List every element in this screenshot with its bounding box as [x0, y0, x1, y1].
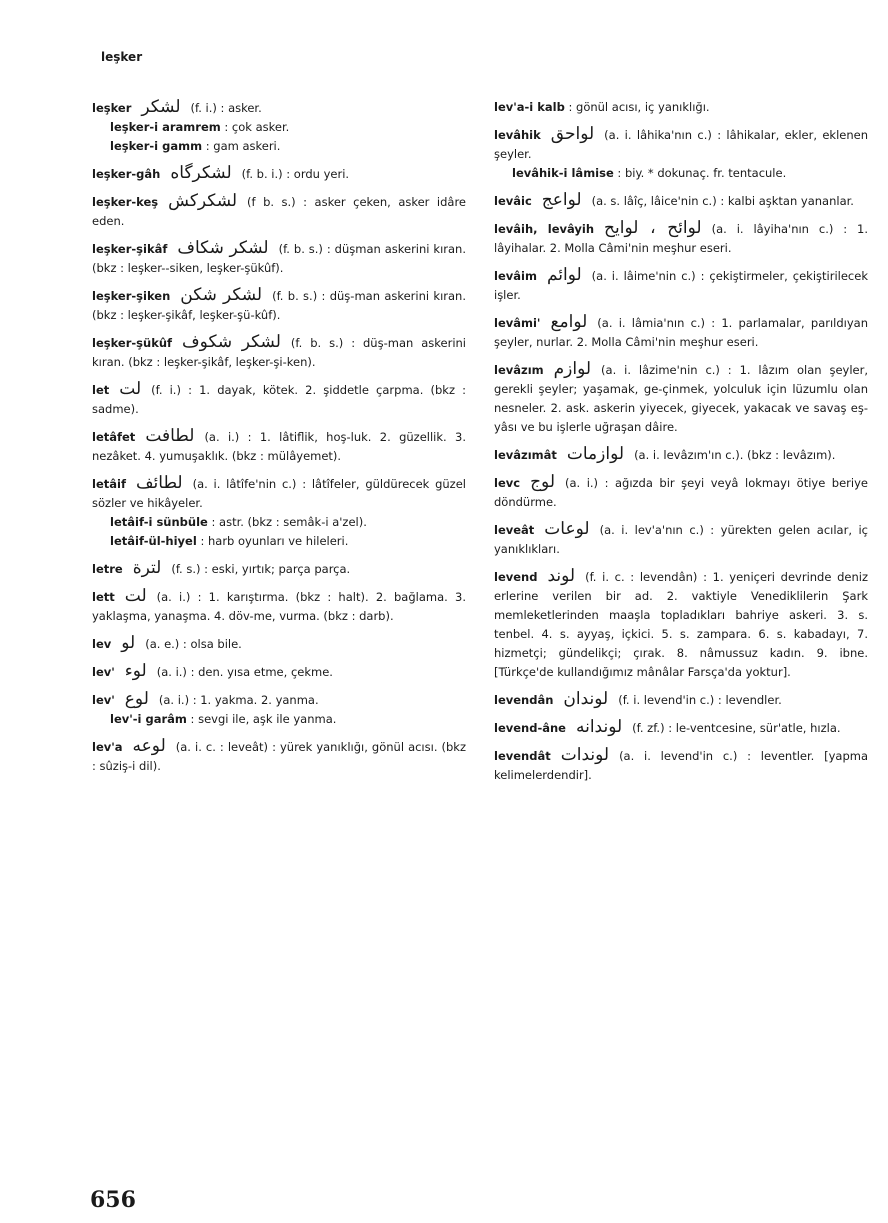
- entry-arabic-script: لوائح ، لوايح: [604, 218, 702, 238]
- dictionary-entry: [494, 520, 868, 559]
- entry-definition: (a. i.) : ağızda bir şeyi veyâ lokmayı ötiye beriye döndürme.: [494, 476, 868, 509]
- dictionary-entry: [92, 737, 466, 776]
- dictionary-entry: [92, 192, 466, 231]
- sub-entry-headword: letâif-ül-hiyel: [110, 534, 197, 548]
- sub-entry-headword: levâhik-i lâmise: [512, 166, 614, 180]
- entry-arabic-script: لوائم: [546, 265, 582, 285]
- entry-definition: (f. i.) : asker.: [190, 101, 262, 115]
- left-column: [92, 98, 466, 784]
- entry-definition: (a. i. lâtîfe'nin c.) : lâtîfeler, güldürecek güzel sözler ve hikâyeler.: [92, 477, 466, 510]
- entry-arabic-script: لوندانه: [575, 717, 623, 737]
- entry-definition: (a. i. lev'a'nın c.) : yürekten gelen acılar, iç yanıklıkları.: [494, 523, 868, 556]
- entry-headword: lett: [92, 590, 115, 604]
- entry-arabic-script: لوندات: [560, 745, 610, 765]
- sub-entry: [92, 513, 466, 532]
- sub-entry: [494, 164, 868, 183]
- sub-entry: [92, 532, 466, 551]
- right-column: [494, 98, 868, 793]
- sub-entry-definition: : sevgi ile, aşk ile yanma.: [190, 712, 337, 726]
- entry-definition: (f. b. s.) : düş-man askerini kıran. (bkz : leşker-şikâf, leşker-şü-kûf).: [92, 289, 466, 322]
- entry-definition: (a. i. lâime'nin c.) : çekiştirmeler, çekiştirilecek işler.: [494, 269, 868, 302]
- entry-arabic-script: لطافت: [145, 426, 195, 446]
- sub-entry-definition: : gam askeri.: [205, 139, 281, 153]
- entry-arabic-script: لوامع: [550, 312, 588, 332]
- dictionary-entry: [494, 473, 868, 512]
- sub-entry-headword: leşker-i aramrem: [110, 120, 221, 134]
- entry-headword: levend-âne: [494, 721, 566, 735]
- entry-headword: lev'a-i kalb: [494, 100, 565, 114]
- sub-entry-definition: : çok asker.: [224, 120, 290, 134]
- entry-headword: leşker-şükûf: [92, 336, 173, 350]
- entry-arabic-script: لو: [121, 633, 136, 653]
- entry-definition: (a. e.) : olsa bile.: [145, 637, 242, 651]
- entry-definition: (a. i. levend'in c.) : leventler. [yapma kelimelerdendir].: [494, 749, 868, 782]
- entry-arabic-script: لطائف: [135, 473, 183, 493]
- dictionary-entry: [92, 474, 466, 551]
- entry-headword: leşker-keş: [92, 195, 159, 209]
- entry-arabic-script: لشكركش: [168, 191, 238, 211]
- entry-headword: letâfet: [92, 430, 136, 444]
- dictionary-entry: [92, 286, 466, 325]
- entry-arabic-script: لواحق: [550, 124, 595, 144]
- entry-arabic-script: لوع: [124, 689, 149, 709]
- dictionary-entry: [494, 690, 868, 710]
- entry-headword: levendân: [494, 693, 554, 707]
- sub-entry: [92, 118, 466, 137]
- entry-arabic-script: لوء: [124, 661, 147, 681]
- entry-headword: levâic: [494, 194, 532, 208]
- sub-entry-definition: : astr. (bkz : semâk-i a'zel).: [211, 515, 367, 529]
- dictionary-entry: [92, 690, 466, 729]
- dictionary-entry: [92, 559, 466, 579]
- entry-headword: levâhik: [494, 128, 541, 142]
- entry-headword: levâim: [494, 269, 537, 283]
- entry-arabic-script: لشكرگاه: [170, 163, 232, 183]
- dictionary-entry: [494, 191, 868, 211]
- entry-definition: (a. i.) : 1. yakma. 2. yanma.: [158, 693, 319, 707]
- entry-definition: (a. i.) : den. yısa etme, çekme.: [156, 665, 333, 679]
- dictionary-entry: [494, 125, 868, 183]
- entry-headword: levc: [494, 476, 521, 490]
- dictionary-entry: [494, 360, 868, 437]
- sub-entry: [92, 710, 466, 729]
- entry-headword: leşker-şiken: [92, 289, 171, 303]
- dictionary-entry: [92, 239, 466, 278]
- dictionary-entry: [92, 164, 466, 184]
- entry-arabic-script: لشكر شكاف: [177, 238, 269, 258]
- entry-arabic-script: لوج: [530, 472, 555, 492]
- entry-definition: (a. i.) : 1. karıştırma. (bkz : halt). 2. bağlama. 3. yaklaşma, yanaşma. 4. döv-me, vurma. (bkz : darb).: [92, 590, 466, 623]
- dictionary-entry: [92, 634, 466, 654]
- entry-arabic-script: لشكر شكوف: [182, 332, 281, 352]
- entry-definition: (a. i. lâhika'nın c.) : lâhikalar, ekler, eklenen şeyler.: [494, 128, 868, 161]
- entry-arabic-script: لوعه: [132, 736, 166, 756]
- entry-definition: : gönül acısı, iç yanıklığı.: [568, 100, 710, 114]
- entry-headword: levâzım: [494, 363, 544, 377]
- entry-headword: leşker-gâh: [92, 167, 161, 181]
- entry-definition: (a. i. levâzım'ın c.). (bkz : levâzım).: [634, 448, 836, 462]
- sub-entry-definition: : biy. * dokunaç. fr. tentacule.: [617, 166, 787, 180]
- entry-definition: (a. i. lâzime'nin c.) : 1. lâzım olan şeyler, gerekli şeyler; yaşamak, ge-çinmek, yolculuk için lüzumlu olan nesneler. 2. ask. askerin yiyecek, giyecek, yakacak ve savaş eş-yâsı ve bu işlerle uğraşan dâire.: [494, 363, 868, 434]
- sub-entry-headword: leşker-i gamm: [110, 139, 203, 153]
- entry-definition: (f. b. s.) : düşman askerini kıran. (bkz : leşker--siken, leşker-şükûf).: [92, 242, 466, 275]
- entry-headword: lev: [92, 637, 112, 651]
- entry-arabic-script: لوازم: [553, 359, 592, 379]
- entry-arabic-script: لشكر شكن: [180, 285, 263, 305]
- entry-definition: (f. s.) : eski, yırtık; parça parça.: [171, 562, 351, 576]
- entry-definition: (a. i.) : 1. lâtiflik, hoş-luk. 2. güzellik. 3. nezâket. 4. yumuşaklık. (bkz : mülâyemet).: [92, 430, 466, 463]
- entry-definition: (a. s. lâîç, lâice'nin c.) : kalbi aşktan yananlar.: [591, 194, 854, 208]
- entry-definition: (f. b. s.) : düş-man askerini kıran. (bkz : leşker-şikâf, leşker-şi-ken).: [92, 336, 466, 369]
- entry-headword: lev': [92, 693, 115, 707]
- entry-headword: leşker-şikâf: [92, 242, 168, 256]
- page-number: 656: [90, 1187, 136, 1213]
- entry-definition: (a. i. c. : leveât) : yürek yanıklığı, gönül acısı. (bkz : sûziş-i dil).: [92, 740, 466, 773]
- entry-arabic-script: لواعج: [541, 190, 582, 210]
- dictionary-entry: [92, 427, 466, 466]
- entry-arabic-script: لشكر: [141, 97, 181, 117]
- dictionary-entry: [92, 587, 466, 626]
- entry-arabic-script: لوعات: [544, 519, 590, 539]
- entry-headword: levâmi': [494, 316, 541, 330]
- entry-arabic-script: لت: [124, 586, 147, 606]
- dictionary-entry: [494, 219, 868, 258]
- entry-definition: (a. i. lâmia'nın c.) : 1. parlamalar, parıldıyan şeyler, nurlar. 2. Molla Câmi'nin meşhur eseri.: [494, 316, 868, 349]
- entry-headword: levâzımât: [494, 448, 557, 462]
- entry-arabic-script: لترة: [132, 558, 162, 578]
- sub-entry: [92, 137, 466, 156]
- entry-headword: leşker: [92, 101, 132, 115]
- entry-definition: (f. i. levend'in c.) : levendler.: [618, 693, 782, 707]
- sub-entry-definition: : harb oyunları ve hileleri.: [200, 534, 349, 548]
- entry-definition: (f. i. c. : levendân) : 1. yeniçeri devrinde deniz erlerine verilen bir ad. 2. vaktiyle Venediklilerin Şark memleketlerinden maaşla topladıkları bahriye askeri. 3. s. tenbel. 4. s. ayyaş, içkici. 5. s. zampara. 6. s. kabadayı, 7. hizmetçi; gündelikçi; çırak. 8. nâmussuz kadın. 9. ibne. [Türkçe'de kullandığımız mânâlar Farsça'da yoktur].: [494, 570, 868, 679]
- dictionary-entry: [494, 567, 868, 682]
- running-head: leşker: [101, 50, 143, 64]
- entry-headword: levend: [494, 570, 538, 584]
- entry-headword: lev'a: [92, 740, 123, 754]
- entry-headword: leveât: [494, 523, 535, 537]
- dictionary-entry: [494, 98, 868, 117]
- entry-headword: lev': [92, 665, 115, 679]
- sub-entry-headword: letâif-i sünbüle: [110, 515, 208, 529]
- entry-definition: (f. b. i.) : ordu yeri.: [241, 167, 350, 181]
- entry-definition: (f b. s.) : asker çeken, asker idâre eden.: [92, 195, 466, 228]
- entry-headword: let: [92, 383, 110, 397]
- dictionary-entry: [92, 333, 466, 372]
- dictionary-entry: [92, 380, 466, 419]
- entry-definition: (f. zf.) : le-ventcesine, sür'atle, hızla.: [632, 721, 841, 735]
- dictionary-entry: [494, 313, 868, 352]
- dictionary-entry: [494, 445, 868, 465]
- dictionary-entry: [92, 662, 466, 682]
- dictionary-entry: [494, 266, 868, 305]
- dictionary-entry: [494, 718, 868, 738]
- entry-arabic-script: لوندان: [563, 689, 609, 709]
- dictionary-entry: [92, 98, 466, 156]
- entry-arabic-script: لوند: [547, 566, 576, 586]
- entry-arabic-script: لوازمات: [566, 444, 625, 464]
- entry-definition: (a. i. lâyiha'nın c.) : 1. lâyihalar. 2. Molla Câmi'nin meşhur eseri.: [494, 222, 868, 255]
- entry-arabic-script: لت: [119, 379, 142, 399]
- entry-headword: letre: [92, 562, 123, 576]
- dictionary-entry: [494, 746, 868, 785]
- entry-definition: (f. i.) : 1. dayak, kötek. 2. şiddetle çarpma. (bkz : sadme).: [92, 383, 466, 416]
- sub-entry-headword: lev'-i garâm: [110, 712, 187, 726]
- entry-headword: letâif: [92, 477, 126, 491]
- entry-headword: levendât: [494, 749, 551, 763]
- entry-headword: levâih, levâyih: [494, 222, 595, 236]
